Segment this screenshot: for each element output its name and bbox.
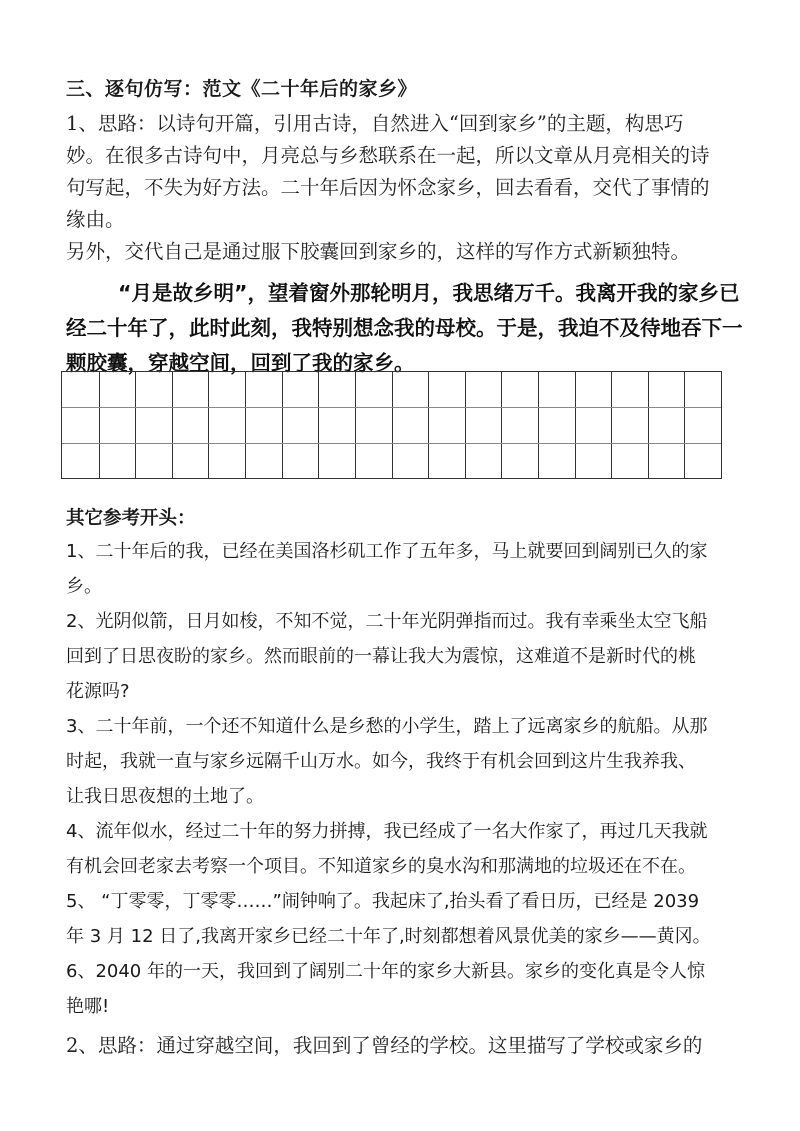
- grid-column-line: [355, 372, 356, 478]
- text-line: 句写起，不失为好方法。二十年后因为怀念家乡，回去看看，交代了事情的: [66, 176, 710, 199]
- text-line: 颗胶囊，穿越空间，回到了我的家乡。: [66, 351, 415, 375]
- example-paragraph: [66, 276, 743, 381]
- grid-column-line: [245, 372, 246, 478]
- text-line: “月是故乡明”，望着窗外那轮明月，我思绪万千。我离开我的家乡已: [118, 281, 740, 305]
- list-item: [66, 604, 746, 709]
- grid-column-line: [465, 372, 466, 478]
- grid-column-line: [538, 372, 539, 478]
- text-line: 乡。: [66, 576, 102, 597]
- text-line: 有机会回老家去考察一个项目。不知道家乡的臭水沟和那满地的垃圾还在不在。: [66, 856, 696, 877]
- list-item: [66, 884, 746, 954]
- grid-column-line: [318, 372, 319, 478]
- text-line: 时起，我就一直与家乡远隔千山万水。如今，我终于有机会回到这片生我养我、: [66, 751, 696, 772]
- text-line: 回到了日思夜盼的家乡。然而眼前的一幕让我大为震惊，这难道不是新时代的桃: [66, 646, 696, 667]
- list-item: [66, 534, 746, 604]
- list-item: [66, 954, 746, 1024]
- text-line: 3、二十年前，一个还不知道什么是乡愁的小学生，踏上了远离家乡的航船。从那: [66, 716, 708, 737]
- grid-column-line: [611, 372, 612, 478]
- text-line: 1、二十年后的我，已经在美国洛杉矶工作了五年多，马上就要回到阔别已久的家: [66, 541, 708, 562]
- text-line: 另外，交代自己是通过服下胶囊回到家乡的，这样的写作方式新颖独特。: [66, 240, 691, 263]
- grid-column-line: [99, 372, 100, 478]
- section2-approach: 2、思路：通过穿越空间，我回到了曾经的学校。这里描写了学校或家乡的: [66, 1034, 703, 1057]
- other-openings-list: [66, 534, 746, 1024]
- other-openings-title: 其它参考开头：: [66, 508, 196, 529]
- list-item: [66, 814, 746, 884]
- text-line: 缘由。: [66, 208, 125, 231]
- grid-column-line: [575, 372, 576, 478]
- list-item: [66, 709, 746, 814]
- grid-row-line: [62, 407, 721, 408]
- grid-column-line: [392, 372, 393, 478]
- section1-approach: [66, 108, 746, 268]
- text-line: 年 3 月 12 日了,我离开家乡已经二十年了,时刻都想着风景优美的家乡——黄冈。: [66, 926, 711, 947]
- grid-column-line: [172, 372, 173, 478]
- writing-grid[interactable]: [61, 371, 722, 479]
- grid-column-line: [428, 372, 429, 478]
- grid-column-line: [135, 372, 136, 478]
- text-line: 妙。在很多古诗句中，月亮总与乡愁联系在一起，所以文章从月亮相关的诗: [66, 144, 710, 167]
- grid-row-line: [62, 443, 721, 444]
- text-line: 1、思路：以诗句开篇，引用古诗，自然进入“回到家乡”的主题，构思巧: [66, 112, 684, 135]
- grid-column-line: [648, 372, 649, 478]
- section-heading: 三、逐句仿写：范文《二十年后的家乡》: [66, 78, 418, 100]
- grid-column-line: [282, 372, 283, 478]
- grid-column-line: [501, 372, 502, 478]
- text-line: 花源吗?: [66, 681, 130, 702]
- text-line: 2、光阴似箭，日月如梭，不知不觉，二十年光阴弹指而过。我有幸乘坐太空飞船: [66, 611, 708, 632]
- text-line: 5、 “丁零零，丁零零……”闹钟响了。我起床了,抬头看了看日历，已经是 2039: [66, 891, 700, 912]
- text-line: 艳哪!: [66, 996, 110, 1017]
- text-line: 让我日思夜想的土地了。: [66, 786, 264, 807]
- text-line: 6、2040 年的一天，我回到了阔别二十年的家乡大新县。家乡的变化真是令人惊: [66, 961, 705, 982]
- text-line: 经二十年了，此时此刻，我特别想念我的母校。于是，我迫不及待地吞下一: [66, 316, 743, 340]
- grid-column-line: [684, 372, 685, 478]
- text-line: 4、流年似水，经过二十年的努力拼搏，我已经成了一名大作家了，再过几天我就: [66, 821, 708, 842]
- grid-column-line: [208, 372, 209, 478]
